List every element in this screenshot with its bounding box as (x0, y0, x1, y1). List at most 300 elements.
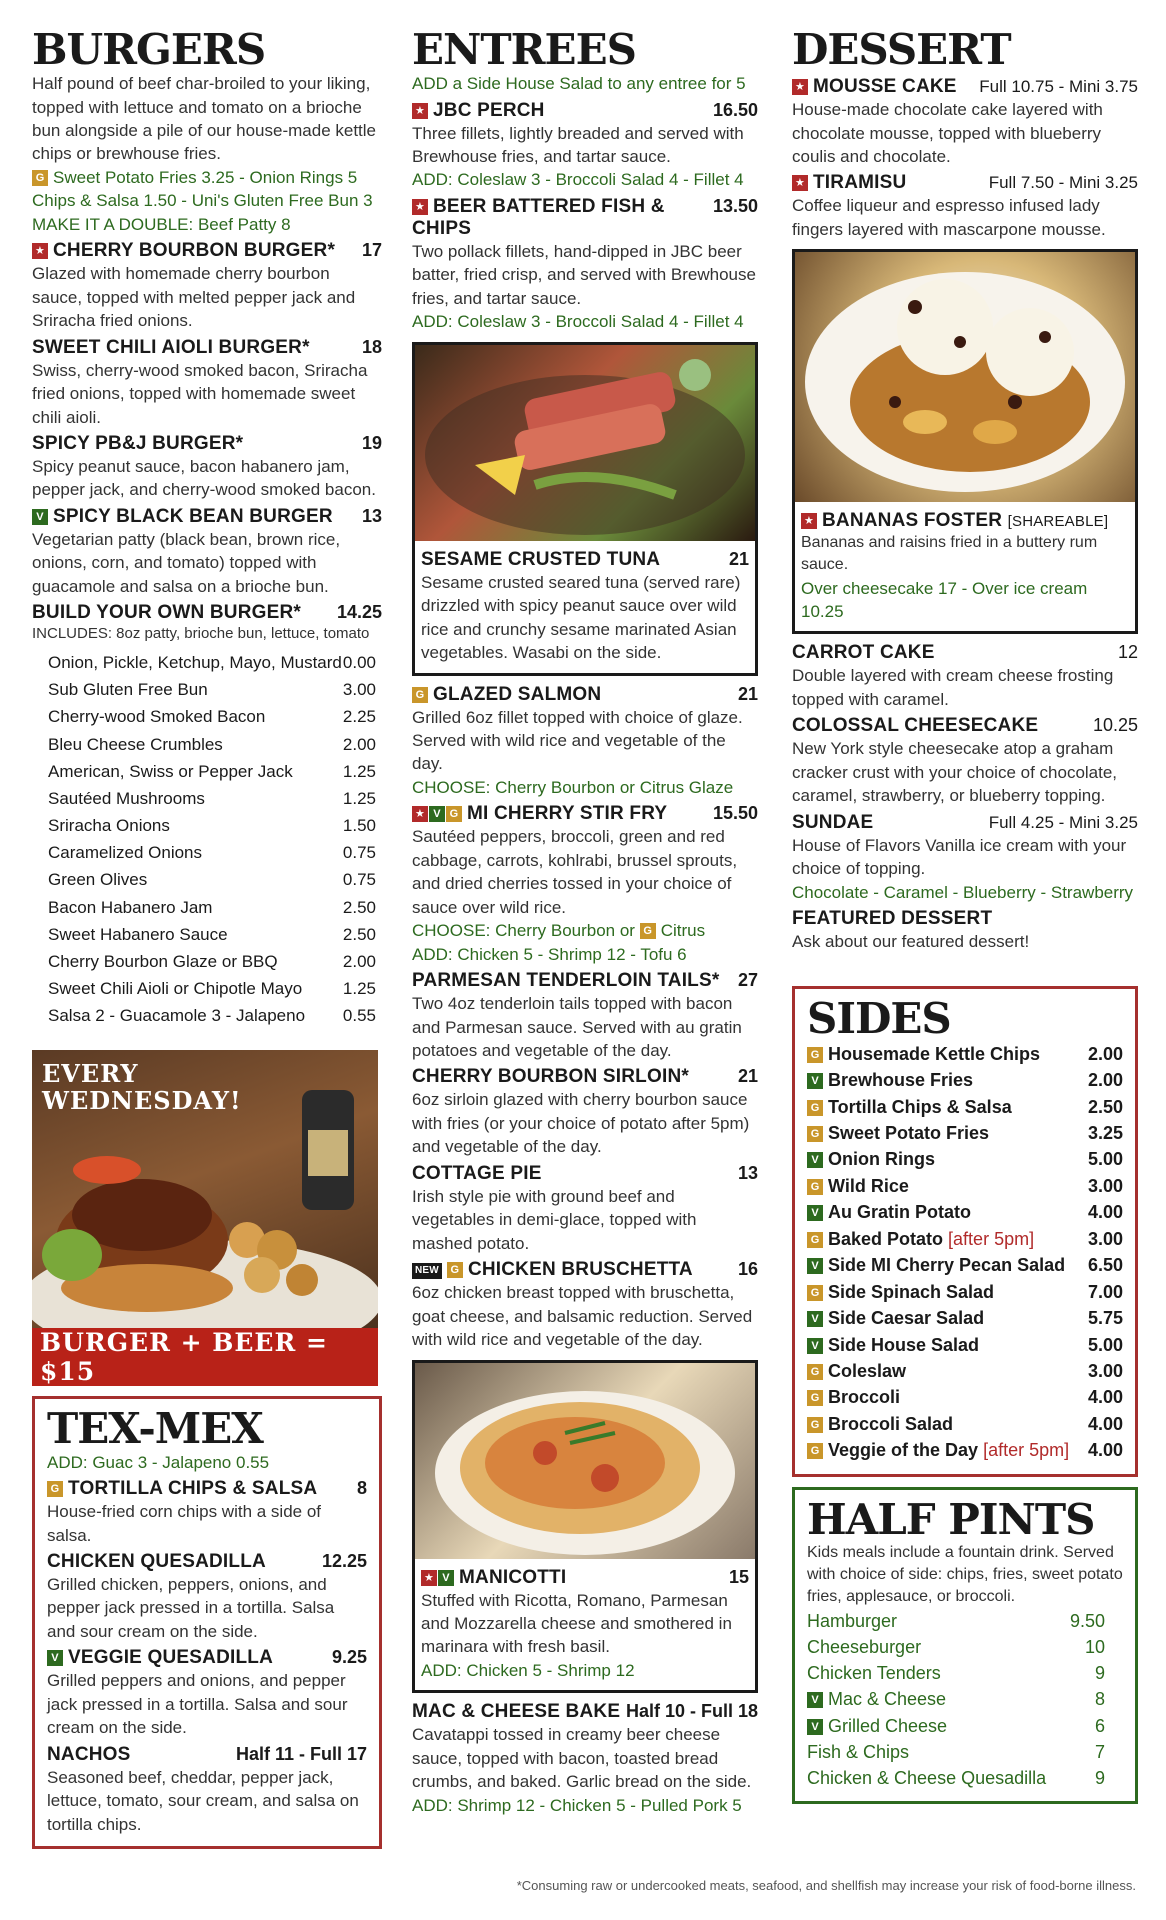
item-price: Full 10.75 - Mini 3.75 (979, 77, 1138, 97)
item-price: 13.50 (712, 195, 758, 216)
item-name: NACHOS (47, 1743, 131, 1765)
text-label: 7.00 (1087, 1281, 1123, 1302)
addon-row (48, 785, 382, 812)
addon-row (48, 703, 382, 730)
text-label: Broccoli Salad (828, 1413, 954, 1434)
text-label: Salsa 2 - Guacamole 3 - Jalapeno (48, 1006, 306, 1026)
menu-item (412, 1701, 758, 1723)
text-label: EVERY (42, 1058, 139, 1088)
side-row (807, 1199, 1123, 1225)
menu-item (32, 602, 382, 624)
item-desc: Coffee liqueur and espresso infused lady fingers layered with mascarpone mousse. (792, 196, 1106, 239)
text-label: Cherry-wood Smoked Bacon (48, 707, 266, 727)
text-label: Sriracha Onions (48, 816, 170, 836)
vegetarian-icon: V (807, 1338, 823, 1354)
item-add: ADD: Coleslaw 3 - Broccoli Salad 4 - Fillet 4 (412, 170, 744, 190)
gluten-free-icon: G (32, 170, 48, 186)
text-label: 5.00 (1087, 1149, 1123, 1170)
item-desc: Double layered with cream cheese frosting topped with caramel. (792, 666, 1114, 709)
item-name: SPICY PB&J BURGER* (32, 432, 244, 454)
burgers-title: BURGERS (32, 25, 266, 74)
text-label: Baked Potato (828, 1228, 944, 1249)
addon-list (48, 649, 382, 1030)
text-label: Veggie of the Day (828, 1440, 979, 1461)
text-label: 1.50 (342, 816, 376, 836)
text-label: Hamburger (807, 1611, 898, 1632)
item-name: CHICKEN QUESADILLA (47, 1551, 266, 1573)
text-label: Chicken Tenders (807, 1663, 941, 1684)
text-label: 9.50 (1069, 1611, 1105, 1632)
item-name: SUNDAE (792, 811, 874, 833)
item-name: MANICOTTI (459, 1566, 567, 1588)
side-row (807, 1437, 1123, 1463)
text-label: 0.75 (342, 870, 376, 890)
vegetarian-icon: V (807, 1073, 823, 1089)
text-label: Broccoli (828, 1387, 901, 1408)
manicotti-photo (415, 1363, 755, 1559)
item-price: 15.50 (712, 803, 758, 824)
half-pints-section (792, 1487, 1138, 1804)
item-price: 16.50 (712, 99, 758, 120)
text-label: Fish & Chips (807, 1741, 910, 1762)
text-label: 4.00 (1087, 1413, 1123, 1434)
star-icon: ★ (792, 79, 808, 95)
text-label: 4.00 (1087, 1387, 1123, 1408)
item-desc: Cavatappi tossed in creamy beer cheese sauce, topped with bacon, toasted bread crumbs, and baked. Garlic bread on the side. (412, 1725, 752, 1792)
sides-title: SIDES (807, 993, 951, 1043)
text-label: Sweet Potato Fries (828, 1122, 990, 1143)
menu-item (792, 76, 1138, 98)
item-price: 19 (361, 432, 382, 453)
gluten-free-icon: G (807, 1047, 823, 1063)
text-label: 3.25 (1087, 1122, 1123, 1143)
item-options: Chocolate - Caramel - Blueberry - Strawberry (792, 882, 1134, 902)
side-row (807, 1411, 1123, 1437)
text-label: 1.25 (342, 979, 376, 999)
text-label: 3.00 (342, 680, 376, 700)
menu-item (32, 337, 382, 359)
column-entrees (412, 25, 758, 1817)
menu-item (47, 1478, 367, 1500)
menu-item (412, 1259, 758, 1281)
gluten-free-icon: G (807, 1100, 823, 1116)
item-price: 21 (737, 1066, 758, 1087)
text-label: 2.00 (342, 952, 376, 971)
text-label: Side House Salad (828, 1334, 980, 1355)
item-price: 21 (737, 683, 758, 704)
text-label: 2.00 (1087, 1043, 1123, 1064)
text-label: 10 (1084, 1637, 1105, 1658)
item-price: 10.25 (1092, 715, 1138, 736)
menu-item (47, 1647, 367, 1669)
burgers-intro: Half pound of beef char-broiled to your liking, topped with lettuce and tomato on a brioche bun alongside a pile of our house-made kettle chips or brewhouse fries. (32, 74, 377, 164)
menu-item (421, 549, 749, 571)
burgers-double: MAKE IT A DOUBLE: Beef Patty 8 (32, 214, 291, 234)
item-price: 14.25 (336, 602, 382, 623)
gluten-free-icon: G (807, 1390, 823, 1406)
star-icon: ★ (801, 513, 817, 529)
promo-title (42, 1060, 242, 1115)
side-row (807, 1067, 1123, 1093)
vegetarian-icon: V (807, 1205, 823, 1221)
text-label: 0.55 (342, 1006, 376, 1026)
text-label: CHOOSE: Cherry Bourbon or (412, 921, 635, 941)
addon-row (48, 812, 382, 839)
side-row (807, 1226, 1123, 1252)
text-label: Sautéed Mushrooms (48, 788, 205, 808)
item-name: CHICKEN BRUSCHETTA (467, 1259, 693, 1281)
text-label: Green Olives (48, 870, 148, 890)
byo-includes: INCLUDES: 8oz patty, brioche bun, lettuce, tomato (32, 625, 370, 643)
item-name: CHERRY BOURBON BURGER* (53, 240, 336, 262)
vegetarian-icon: V (429, 806, 445, 822)
addon-row (48, 839, 382, 866)
item-name: TORTILLA CHIPS & SALSA (68, 1478, 318, 1500)
item-desc: Bananas and raisins fried in a buttery rum sauce. (801, 534, 1098, 574)
menu-item (412, 684, 758, 706)
side-row (807, 1173, 1123, 1199)
entrees-side-note: ADD a Side House Salad to any entree for 5 (412, 74, 746, 94)
text-label: 2.50 (342, 924, 376, 944)
menu-item (412, 1163, 758, 1185)
addon-row (48, 921, 382, 948)
item-desc: Grilled peppers and onions, and pepper jack pressed in a tortilla. Salsa and sour cream on the side. (47, 1671, 348, 1738)
manicotti-feature (412, 1360, 758, 1694)
item-name: COTTAGE PIE (412, 1162, 542, 1184)
vegetarian-icon: V (32, 509, 48, 525)
text-label: 6 (1094, 1715, 1105, 1736)
side-row (807, 1120, 1123, 1146)
text-label: 3.00 (1087, 1228, 1123, 1249)
text-label: 2.00 (342, 734, 376, 754)
menu-item (32, 506, 382, 528)
item-price: 8 (356, 1478, 367, 1499)
item-desc: Three fillets, lightly breaded and served with Brewhouse fries, and tartar sauce. (412, 123, 744, 166)
gluten-free-icon: G (807, 1285, 823, 1301)
item-price: 21 (728, 548, 749, 569)
menu-item (792, 172, 1138, 194)
vegetarian-icon: V (807, 1152, 823, 1168)
star-icon: ★ (412, 103, 428, 119)
text-label: Onion, Pickle, Ketchup, Mayo, Mustard (48, 652, 342, 672)
text-label: 3.00 (1087, 1175, 1123, 1196)
wednesday-promo (32, 1050, 378, 1386)
kids-item (807, 1686, 1123, 1712)
item-desc: Stuffed with Ricotta, Romano, Parmesan and Mozzarella cheese and smothered in marinara with fresh basil. (421, 1590, 732, 1657)
menu-item (412, 970, 758, 992)
burgers-upgrade: Chips & Salsa 1.50 - Uni's Gluten Free Bun 3 (32, 191, 373, 211)
item-desc: Sautéed peppers, broccoli, green and red cabbage, carrots, kohlrabi, brussel sprouts, and dried cherries tossed in your choice of sauce over wild rice. (412, 827, 738, 917)
dessert-title: DESSERT (792, 25, 1011, 74)
menu-item (412, 803, 758, 825)
text-label: Onion Rings (828, 1149, 935, 1170)
item-price: 13 (361, 505, 382, 526)
text-label: 5.75 (1087, 1308, 1123, 1329)
item-name: SWEET CHILI AIOLI BURGER* (32, 336, 310, 358)
item-name: BUILD YOUR OWN BURGER* (32, 602, 301, 624)
menu-item (792, 812, 1138, 834)
item-price: Full 4.25 - Mini 3.25 (988, 812, 1138, 832)
item-name: SESAME CRUSTED TUNA (421, 548, 661, 570)
side-row (807, 1146, 1123, 1172)
gluten-free-icon: G (447, 1262, 463, 1278)
vegetarian-icon: V (438, 1570, 454, 1586)
item-desc: House of Flavors Vanilla ice cream with your choice of topping. (792, 835, 1127, 879)
side-row (807, 1252, 1123, 1278)
text-label: 2.00 (1087, 1070, 1123, 1091)
half-pints-desc: Kids meals include a fountain drink. Served with choice of side: chips, fries, sweet potato fries, applesauce, or broccoli. (807, 1543, 1123, 1606)
gluten-free-icon: G (807, 1232, 823, 1248)
item-name: PARMESAN TENDERLOIN TAILS* (412, 970, 720, 992)
addon-row (48, 731, 382, 758)
shareable-note: [SHAREABLE] (1007, 513, 1109, 531)
text-label: 7 (1094, 1741, 1105, 1762)
text-label: [after 5pm] (948, 1228, 1035, 1249)
vegetarian-icon: V (47, 1650, 63, 1666)
gluten-free-icon: G (807, 1179, 823, 1195)
item-desc: Ask about our featured dessert! (792, 932, 1030, 952)
addon-row (48, 758, 382, 785)
item-price: Half 10 - Full 18 (625, 1701, 758, 1722)
text-label: 6.50 (1087, 1255, 1123, 1276)
menu-item (32, 240, 382, 262)
gluten-free-icon: G (807, 1126, 823, 1142)
bananas-foster-feature (792, 249, 1138, 634)
text-label: Side Caesar Salad (828, 1308, 985, 1329)
addon-row (48, 948, 382, 975)
item-price: Full 7.50 - Mini 3.25 (988, 173, 1138, 193)
item-price: 27 (737, 970, 758, 991)
item-price: 16 (737, 1259, 758, 1280)
addon-row (48, 894, 382, 921)
text-label: Grilled Cheese (828, 1715, 948, 1736)
text-label: 1.25 (342, 761, 376, 781)
item-name: BEER BATTERED FISH & CHIPS (412, 195, 665, 239)
addon-row (48, 649, 382, 676)
item-add: Over cheesecake 17 - Over ice cream 10.25 (801, 578, 1088, 621)
gluten-free-icon: G (807, 1443, 823, 1459)
text-label: 9 (1094, 1663, 1105, 1684)
bananas-foster-photo (795, 252, 1135, 502)
text-label: 8 (1094, 1689, 1105, 1710)
vegetarian-icon: V (807, 1258, 823, 1274)
entrees-title: ENTREES (412, 25, 636, 74)
star-icon: ★ (421, 1570, 437, 1586)
kids-item (807, 1634, 1123, 1660)
side-row (807, 1332, 1123, 1358)
text-label: Side MI Cherry Pecan Salad (828, 1255, 1066, 1276)
side-row (807, 1094, 1123, 1120)
text-label: 0.75 (342, 843, 376, 863)
item-desc: Vegetarian patty (black bean, brown rice, onions, corn, and tomato) topped with guacamole and salsa on a brioche bun. (32, 529, 341, 596)
text-label: Bacon Habanero Jam (48, 897, 213, 917)
text-label: Side Spinach Salad (828, 1281, 995, 1302)
text-label: Sub Gluten Free Bun (48, 680, 208, 700)
vegetarian-icon: V (807, 1311, 823, 1327)
item-name: GLAZED SALMON (433, 683, 602, 705)
menu-item (421, 1567, 749, 1589)
item-price: 12.25 (321, 1551, 367, 1572)
text-label: 4.00 (1087, 1440, 1123, 1461)
text-label: 2.50 (342, 897, 376, 917)
text-label: 5.00 (1087, 1334, 1123, 1355)
item-choose (412, 919, 758, 942)
item-desc: House-fried corn chips with a side of salsa. (47, 1502, 322, 1545)
gluten-free-icon: G (640, 923, 656, 939)
text-label: American, Swiss or Pepper Jack (48, 761, 293, 781)
item-price: 13 (737, 1162, 758, 1183)
text-label: Cherry Bourbon Glaze or BBQ (48, 952, 278, 971)
item-name: CARROT CAKE (792, 642, 935, 664)
text-label: Chicken & Cheese Quesadilla (807, 1767, 1047, 1788)
item-desc: Spicy peanut sauce, bacon habanero jam, pepper jack, and cherry-wood smoked bacon. (32, 456, 376, 500)
text-label: 4.00 (1087, 1202, 1123, 1223)
item-price: 15 (728, 1566, 749, 1587)
menu-item (412, 1066, 758, 1088)
kids-item (807, 1765, 1123, 1791)
texmex-add: ADD: Guac 3 - Jalapeno 0.55 (47, 1452, 270, 1472)
item-desc: Grilled 6oz fillet topped with choice of glaze. Served with wild rice and vegetable of the day. (412, 707, 743, 774)
item-add: ADD: Shrimp 12 - Chicken 5 - Pulled Pork 5 (412, 1795, 742, 1815)
item-desc: Two pollack fillets, hand-dipped in JBC beer batter, fried crisp, and served with Brewhouse fries, and tartar sauce. (412, 241, 756, 308)
gluten-free-icon: G (807, 1417, 823, 1433)
addon-row (48, 676, 382, 703)
texmex-title: TEX-MEX (47, 1403, 263, 1453)
menu-item (792, 715, 1138, 737)
tuna-photo (415, 345, 755, 541)
item-name: JBC PERCH (433, 99, 545, 121)
sides-section (792, 986, 1138, 1477)
half-pints-title: HALF PINTS (807, 1494, 1095, 1544)
menu-item (47, 1744, 367, 1766)
text-label: Sweet Chili Aioli or Chipotle Mayo (48, 979, 303, 999)
item-name: BANANAS FOSTER (822, 510, 1003, 532)
text-label: Brewhouse Fries (828, 1070, 974, 1091)
kids-item (807, 1713, 1123, 1739)
text-label: Mac & Cheese (828, 1689, 947, 1710)
star-icon: ★ (32, 243, 48, 259)
burgers-upgrade: Sweet Potato Fries 3.25 - Onion Rings 5 (53, 167, 358, 187)
text-label: 0.00 (342, 652, 376, 672)
menu-item (792, 908, 1138, 930)
side-row (807, 1279, 1123, 1305)
item-choose: CHOOSE: Cherry Bourbon or Citrus Glaze (412, 777, 734, 797)
item-price: 17 (361, 240, 382, 261)
text-label: Au Gratin Potato (828, 1202, 971, 1223)
text-label: WEDNESDAY! (42, 1086, 242, 1116)
item-desc: New York style cheesecake atop a graham cracker crust with your choice of chocolate, caramel, strawberry, or blueberry topping. (792, 739, 1118, 806)
item-desc: Seasoned beef, cheddar, pepper jack, lettuce, tomato, sour cream, and salsa on tortilla chips. (47, 1767, 359, 1834)
item-desc: 6oz sirloin glazed with cherry bourbon sauce with fries (or your choice of potato after 5pm) and vegetable of the day. (412, 1090, 750, 1157)
item-name: VEGGIE QUESADILLA (68, 1647, 274, 1669)
text-label: Wild Rice (828, 1175, 909, 1196)
text-label: 2.25 (342, 707, 376, 727)
side-row (807, 1305, 1123, 1331)
menu-item (412, 196, 758, 240)
text-label: 3.00 (1087, 1361, 1123, 1382)
item-name: CHERRY BOURBON SIRLOIN* (412, 1066, 689, 1088)
text-label: 1.25 (342, 788, 376, 808)
item-desc: House-made chocolate cake layered with chocolate mousse, topped with blueberry coulis and chocolate. (792, 100, 1103, 166)
item-desc: 6oz chicken breast topped with bruschetta, goat cheese, and balsamic reduction. Served with wild rice and vegetable of the day. (412, 1283, 753, 1350)
side-row (807, 1358, 1123, 1384)
column-burgers (32, 25, 382, 1849)
item-name: MOUSSE CAKE (813, 76, 957, 98)
text-label: Citrus (660, 921, 706, 941)
addon-row (48, 975, 382, 1002)
text-label: Cheeseburger (807, 1637, 922, 1658)
tuna-feature (412, 342, 758, 676)
vegetarian-icon: V (807, 1692, 823, 1708)
item-desc: Glazed with homemade cherry bourbon sauce, topped with melted pepper jack and Sriracha fried onions. (32, 264, 356, 331)
menu-item (801, 510, 1129, 532)
item-name: SPICY BLACK BEAN BURGER (53, 505, 333, 527)
kids-item (807, 1660, 1123, 1686)
addon-row (48, 866, 382, 893)
kids-item (807, 1608, 1123, 1634)
text-label: Coleslaw (828, 1361, 907, 1382)
text-label: 2.50 (1087, 1096, 1123, 1117)
item-desc: Swiss, cherry-wood smoked bacon, Sriracha fried onions, topped with homemade sweet chili aioli. (32, 360, 368, 427)
column-dessert (792, 25, 1138, 1804)
gluten-free-icon: G (807, 1364, 823, 1380)
gluten-free-icon: G (446, 806, 462, 822)
item-price: 18 (361, 336, 382, 357)
star-icon: ★ (412, 199, 428, 215)
item-name: MAC & CHEESE BAKE (412, 1701, 621, 1723)
item-add: ADD: Chicken 5 - Shrimp 12 - Tofu 6 (412, 944, 687, 964)
text-label: 9 (1094, 1767, 1105, 1788)
footnote: *Consuming raw or undercooked meats, seafood, and shellfish may increase your risk of food-borne illness. (516, 1878, 1136, 1893)
new-badge: NEW (412, 1263, 442, 1279)
vegetarian-icon: V (807, 1719, 823, 1735)
item-name: TIRAMISU (813, 172, 907, 194)
texmex-section (32, 1396, 382, 1850)
text-label: [after 5pm] (983, 1440, 1070, 1461)
text-label: Sweet Habanero Sauce (48, 924, 228, 944)
kids-item (807, 1739, 1123, 1765)
item-desc: Two 4oz tenderloin tails topped with bacon and Parmesan sauce. Served with au gratin potatoes and vegetable of the day. (412, 994, 742, 1060)
text-label: Tortilla Chips & Salsa (828, 1096, 1012, 1117)
text-label: Housemade Kettle Chips (828, 1043, 1041, 1064)
promo-band: BURGER + BEER = $15 (32, 1328, 378, 1386)
star-icon: ★ (792, 175, 808, 191)
menu-item (412, 100, 758, 122)
side-row (807, 1384, 1123, 1410)
text-label: Caramelized Onions (48, 843, 203, 863)
item-desc: Sesame crusted seared tuna (served rare) drizzled with spicy peanut sauce over wild rice and crunchy sesame marinated Asian vegetables. Wasabi on the side. (421, 572, 741, 663)
side-row (807, 1041, 1123, 1067)
item-desc: Irish style pie with ground beef and vegetables in demi-glace, topped with mashed potato. (412, 1186, 697, 1253)
menu-item (32, 433, 382, 455)
item-add: ADD: Coleslaw 3 - Broccoli Salad 4 - Fillet 4 (412, 312, 744, 332)
gluten-free-icon: G (412, 687, 428, 703)
item-add: ADD: Chicken 5 - Shrimp 12 (421, 1660, 635, 1680)
gluten-free-icon: G (47, 1481, 63, 1497)
item-price: 9.25 (331, 1647, 367, 1668)
item-name: MI CHERRY STIR FRY (467, 803, 668, 825)
addon-row (48, 1002, 382, 1029)
item-price: Half 11 - Full 17 (235, 1743, 367, 1764)
item-price: 12 (1117, 642, 1138, 663)
item-name: FEATURED DESSERT (792, 908, 993, 930)
item-desc: Grilled chicken, peppers, onions, and pepper jack pressed in a tortilla. Salsa and sour cream on the side. (47, 1575, 335, 1641)
item-name: COLOSSAL CHEESECAKE (792, 715, 1039, 737)
star-icon: ★ (412, 806, 428, 822)
menu-item (792, 642, 1138, 664)
text-label: Bleu Cheese Crumbles (48, 734, 223, 754)
menu-item (47, 1551, 367, 1573)
